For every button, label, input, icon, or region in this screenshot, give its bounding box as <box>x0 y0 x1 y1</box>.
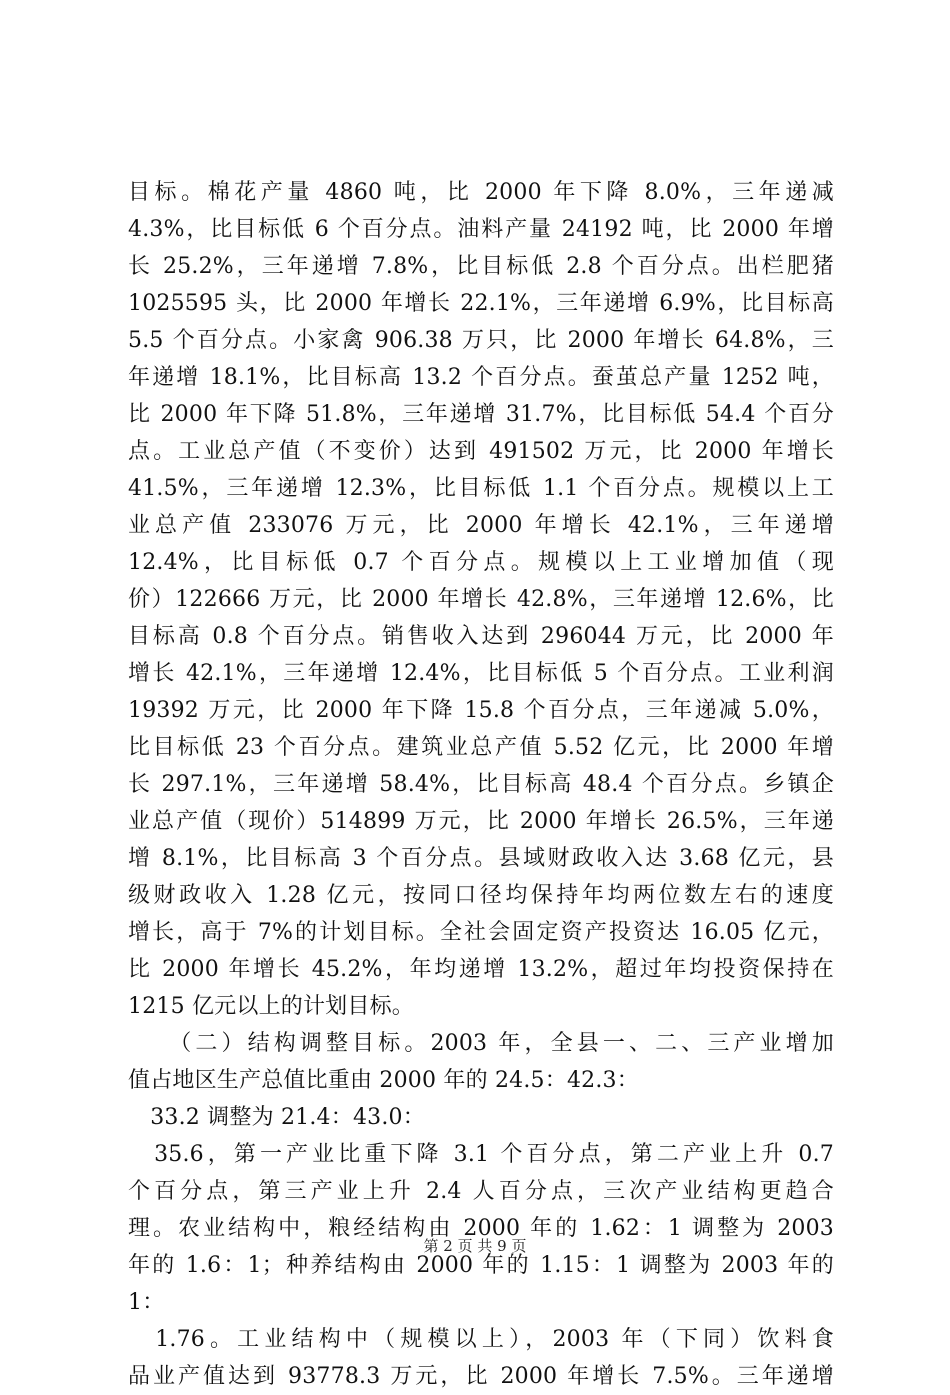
text-line: 理。农业结构中，粮经结构由 2000 年的 1.62：1 调整为 2003 <box>128 1216 834 1241</box>
text-line: 点。工业总产值（不变价）达到 491502 万元，比 2000 年增长 <box>128 439 834 464</box>
text-line: 比 2000 年增长 45.2%，年均递增 13.2%，超过年均投资保持在 <box>128 957 834 982</box>
text-line: 1025595 头，比 2000 年增长 22.1%，三年递增 6.9%，比目标高 <box>128 291 834 316</box>
text-line: 1： <box>128 1290 165 1315</box>
text-line: 增 8.1%，比目标高 3 个百分点。县域财政收入达 3.68 亿元，县 <box>128 846 834 871</box>
text-line: 值占地区生产总值比重由 2000 年的 24.5：42.3： <box>128 1068 639 1093</box>
text-line: 4.3%，比目标低 6 个百分点。油料产量 24192 吨，比 2000 年增 <box>128 217 834 242</box>
text-line: 5.5 个百分点。小家禽 906.38 万只，比 2000 年增长 64.8%，三 <box>128 328 834 353</box>
text-line: 价）122666 万元，比 2000 年增长 42.8%，三年递增 12.6%，比 <box>128 587 834 612</box>
text-line: 35.6，第一产业比重下降 3.1 个百分点，第二产业上升 0.7 <box>128 1142 834 1167</box>
text-line: 级财政收入 1.28 亿元，按同口径均保持年均两位数左右的速度 <box>128 883 834 908</box>
text-line: 19392 万元，比 2000 年下降 15.8 个百分点，三年递减 5.0%， <box>128 698 834 723</box>
text-line: 1.76。工业结构中（规模以上），2003 年（下同）饮料食 <box>128 1327 834 1352</box>
text-line: 目标高 0.8 个百分点。销售收入达到 296044 万元，比 2000 年 <box>128 624 834 649</box>
text-line: （二）结构调整目标。2003 年，全县一、二、三产业增加 <box>128 1031 834 1056</box>
text-line: 业总产值（现价）514899 万元，比 2000 年增长 26.5%，三年递 <box>128 809 834 834</box>
text-line: 1215 亿元以上的计划目标。 <box>128 994 414 1019</box>
text-line: 比目标低 23 个百分点。建筑业总产值 5.52 亿元，比 2000 年增 <box>128 735 834 760</box>
text-line: 长 25.2%，三年递增 7.8%，比目标低 2.8 个百分点。出栏肥猪 <box>128 254 834 279</box>
text-line: 目标。棉花产量 4860 吨，比 2000 年下降 8.0%，三年递减 <box>128 180 834 205</box>
text-line: 增长，高于 7%的计划目标。全社会固定资产投资达 16.05 亿元， <box>128 920 834 945</box>
text-line: 个百分点，第三产业上升 2.4 人百分点，三次产业结构更趋合 <box>128 1179 834 1204</box>
text-line: 比 2000 年下降 51.8%，三年递增 31.7%，比目标低 54.4 个百分 <box>128 402 834 427</box>
text-line: 年的 1.6：1；种养结构由 2000 年的 1.15：1 调整为 2003 年的 <box>128 1253 834 1278</box>
text-line: 业总产值 233076 万元，比 2000 年增长 42.1%，三年递增 <box>128 513 834 538</box>
text-line: 年递增 18.1%，比目标高 13.2 个百分点。蚕茧总产量 1252 吨， <box>128 365 834 390</box>
document-body <box>128 174 834 1395</box>
text-line: 长 297.1%，三年递增 58.4%，比目标高 48.4 个百分点。乡镇企 <box>128 772 834 797</box>
text-line: 41.5%，三年递增 12.3%，比目标低 1.1 个百分点。规模以上工 <box>128 476 834 501</box>
text-line: 品业产值达到 93778.3 万元，比 2000 年增长 7.5%。三年递增 <box>128 1364 834 1389</box>
text-line: 33.2 调整为 21.4：43.0： <box>128 1105 425 1130</box>
text-line: 12.4%，比目标低 0.7 个百分点。规模以上工业增加值（现 <box>128 550 834 575</box>
page-footer: 第 2 页 共 9 页 <box>423 1237 527 1255</box>
text-line: 增长 42.1%，三年递增 12.4%，比目标低 5 个百分点。工业利润 <box>128 661 834 686</box>
